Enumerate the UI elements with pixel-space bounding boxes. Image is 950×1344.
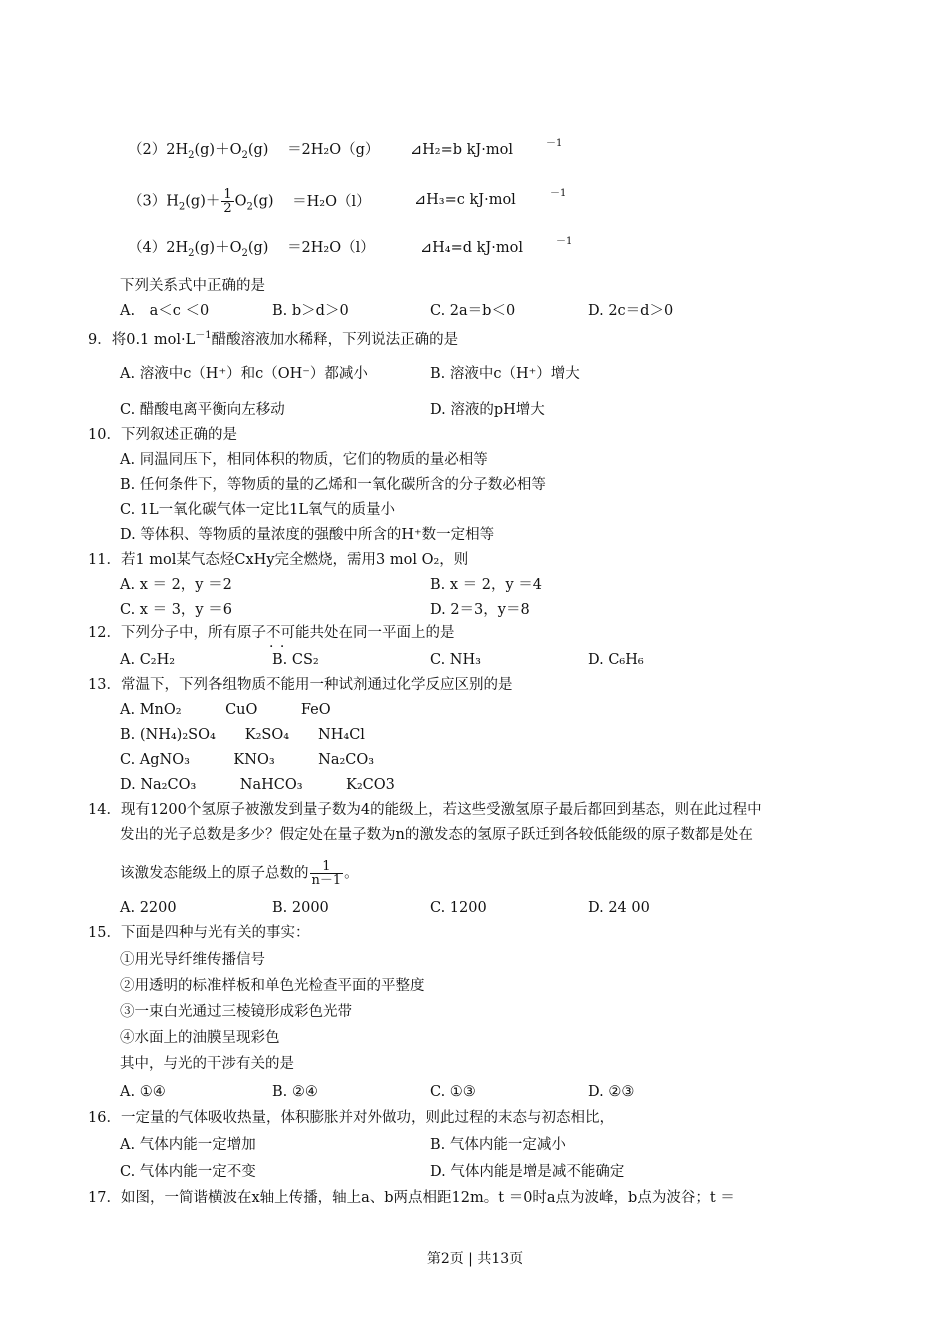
q12-option-a: A. C₂H₂ — [120, 652, 176, 668]
q11-option-b: B. x ＝ 2，y ＝4 — [430, 577, 543, 593]
equation-3: $(3)H_2(g)+$ $\frac{1}{2}$ $O_2(g) =H_2O(l)$ ⊿H₃=c kJ·mol －1 — [128, 187, 567, 216]
question-14-line-2: 发出的光子总数是多少？假定处在量子数为n的激发态的氢原子跃迁到各较低能级的原子数都是处在 — [120, 827, 753, 843]
question-17-stem: 17．如图，一简谐横波在x轴上传播，轴上a、b两点相距12m。t ＝0时a点为波峰，b点为波谷；t ＝ — [88, 1190, 735, 1206]
q10-option-d: D. 等体积、等物质的量浓度的强酸中所含的H⁺数一定相等 — [120, 527, 495, 543]
q16-option-c: C. 气体内能一定不变 — [120, 1164, 256, 1180]
question-9-stem: 9．将0.1 $mol\cdot L^{-1}$醋酸溶液加水稀释，下列说法正确的是 — [88, 330, 459, 348]
q13-option-b: B. (NH₄)₂SO₄ K₂SO₄ NH₄Cl — [120, 727, 365, 743]
q16-option-b: B. 气体内能一定减小 — [430, 1137, 566, 1153]
q13-option-d: D. Na₂CO₃ NaHCO₃ K₂CO3 — [120, 777, 395, 793]
q15-fact-2: ②用透明的标准样板和单色光检查平面的平整度 — [120, 978, 425, 994]
q15-fact-4: ④水面上的油膜呈现彩色 — [120, 1030, 280, 1046]
q14-option-a: A. 2200 — [120, 900, 177, 916]
q9-option-b: B. 溶液中c（H⁺）增大 — [430, 366, 580, 382]
fraction-one-half: $\frac{1}{2}$ — [223, 187, 232, 216]
q9-option-a: A. 溶液中c（H⁺）和c（OH⁻）都减小 — [120, 366, 368, 382]
q15-option-d: D. ②③ — [588, 1084, 635, 1100]
q16-option-a: A. 气体内能一定增加 — [120, 1137, 256, 1153]
q13-option-a: A. MnO₂ CuO FeO — [120, 702, 331, 718]
emphasis-dots: 不可能 · · — [266, 625, 310, 641]
q9-option-d: D. 溶液的pH增大 — [430, 402, 545, 418]
question-8-stem: 下列关系式中正确的是 — [120, 278, 265, 294]
q15-option-b: B. ②④ — [272, 1084, 318, 1100]
q8-option-d: D. 2c＝d＞0 — [588, 303, 674, 319]
q15-ask: 其中，与光的干涉有关的是 — [120, 1056, 294, 1072]
q14-option-b: B. 2000 — [272, 900, 329, 916]
q12-option-d: D. C₆H₆ — [588, 652, 644, 668]
q11-option-a: A. x ＝ 2，y ＝2 — [120, 577, 232, 593]
question-16-stem: 16．一定量的气体吸收热量，体积膨胀并对外做功，则此过程的末态与初态相比， — [88, 1110, 614, 1126]
q10-option-c: C. 1L一氧化碳气体一定比1L氧气的质量小 — [120, 502, 396, 518]
q8-option-b: B. b＞d＞0 — [272, 303, 349, 319]
q13-option-c: C. AgNO₃ KNO₃ Na₂CO₃ — [120, 752, 375, 768]
question-10-stem: 10．下列叙述正确的是 — [88, 427, 237, 443]
q15-option-c: C. ①③ — [430, 1084, 476, 1100]
question-15-stem: 15．下面是四种与光有关的事实： — [88, 925, 310, 941]
question-13-stem: 13．常温下，下列各组物质不能用一种试剂通过化学反应区别的是 — [88, 677, 513, 693]
q15-option-a: A. ①④ — [120, 1084, 166, 1100]
q15-fact-3: ③一束白光通过三棱镜形成彩色光带 — [120, 1004, 352, 1020]
q11-option-c: C. x ＝ 3，y ＝6 — [120, 602, 232, 618]
q8-option-a: A. a＜c ＜0 — [120, 303, 210, 319]
q15-fact-1: ①用光导纤维传播信号 — [120, 952, 265, 968]
question-14-line-3: 该激发态能级上的原子总数的 $\frac{1}{n-1}$ 。 — [120, 859, 359, 888]
question-14-line-1: 14．现有1200个氢原子被激发到量子数为4的能级上，若这些受激氢原子最后都回到基态，则在此过程中 — [88, 802, 762, 818]
q14-option-c: C. 1200 — [430, 900, 487, 916]
q14-option-d: D. 24 00 — [588, 900, 650, 916]
equation-2: $(2)2H_2(g)+O_2(g) =2H_2O(g)$ ⊿H₂=b kJ·mol －1 — [128, 138, 563, 161]
question-11-stem: 11．若1 mol某气态烃CxHy完全燃烧，需用3 mol O₂，则 — [88, 552, 469, 568]
equation-4: $(4)2H_2(g)+O_2(g) =2H_2O(l)$ ⊿H₄=d kJ·mol －1 — [128, 236, 573, 259]
page-footer: 第2页 | 共13页 — [426, 1251, 524, 1267]
q12-option-b: B. CS₂ — [272, 652, 319, 668]
q9-option-c: C. 醋酸电离平衡向左移动 — [120, 402, 285, 418]
q10-option-b: B. 任何条件下，等物质的量的乙烯和一氧化碳所含的分子数必相等 — [120, 477, 546, 493]
q11-option-d: D. 2＝3，y＝8 — [430, 602, 530, 618]
question-12-stem: 12．下列分子中，所有原子不可能 · ·共处在同一平面上的是 — [88, 623, 454, 643]
q16-option-d: D. 气体内能是增是减不能确定 — [430, 1164, 625, 1180]
q12-option-c: C. NH₃ — [430, 652, 481, 668]
q8-option-c: C. 2a＝b＜0 — [430, 303, 516, 319]
q10-option-a: A. 同温同压下，相同体积的物质，它们的物质的量必相等 — [120, 452, 488, 468]
fraction-1-over-n-minus-1: $\frac{1}{n-1}$ — [311, 859, 342, 888]
